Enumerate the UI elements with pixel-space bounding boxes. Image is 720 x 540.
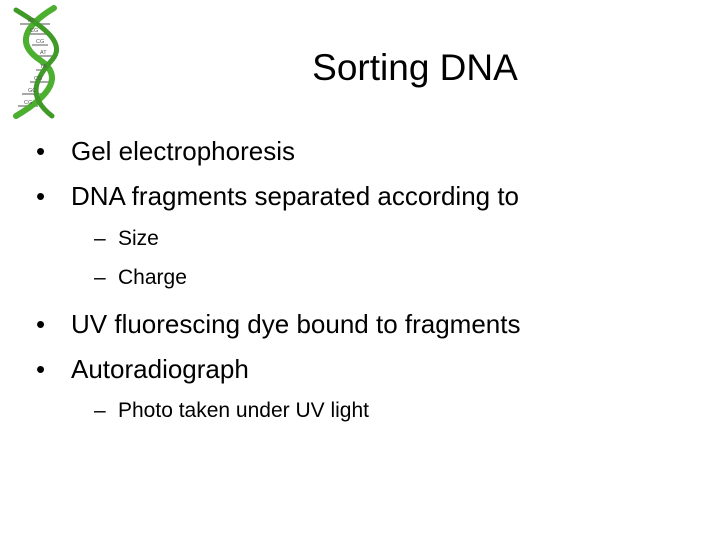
bullet-item	[36, 307, 520, 341]
sub-bullet-text: Charge	[118, 266, 187, 289]
bullet-marker: •	[36, 309, 46, 339]
bullet-marker: •	[36, 354, 46, 384]
bullet-text: DNA fragments separated according to	[71, 181, 520, 211]
bullet-marker: •	[36, 136, 46, 166]
bullet-item	[36, 179, 519, 213]
sub-bullet-text: Photo taken under UV light	[118, 399, 369, 422]
sub-bullet-marker: –	[94, 266, 106, 289]
slide-title: Sorting DNA	[312, 47, 518, 88]
sub-bullet-item	[94, 264, 187, 292]
bullet-text: Gel electrophoresis	[71, 136, 295, 166]
base-pair-label: AT	[28, 18, 35, 24]
sub-bullet-text: Size	[118, 227, 159, 250]
base-pair-label: GC	[28, 88, 37, 94]
base-pair-label: AT	[40, 50, 47, 56]
base-pair-label: TA	[40, 64, 47, 70]
bullet-text: UV fluorescing dye bound to fragments	[71, 309, 521, 339]
base-pair-label: CG	[34, 76, 43, 82]
base-pair-label: CG	[24, 100, 33, 106]
sub-bullet-marker: –	[94, 227, 106, 250]
base-pair-label: CG	[30, 28, 39, 34]
bullet-marker: •	[36, 181, 46, 211]
sub-bullet-marker: –	[94, 399, 106, 422]
sub-bullet-item	[94, 225, 159, 253]
base-pair-label: CG	[36, 39, 45, 45]
bullet-item	[36, 352, 249, 386]
sub-bullet-item	[94, 397, 369, 425]
bullet-text: Autoradiograph	[71, 354, 249, 384]
bullet-item	[36, 134, 295, 168]
